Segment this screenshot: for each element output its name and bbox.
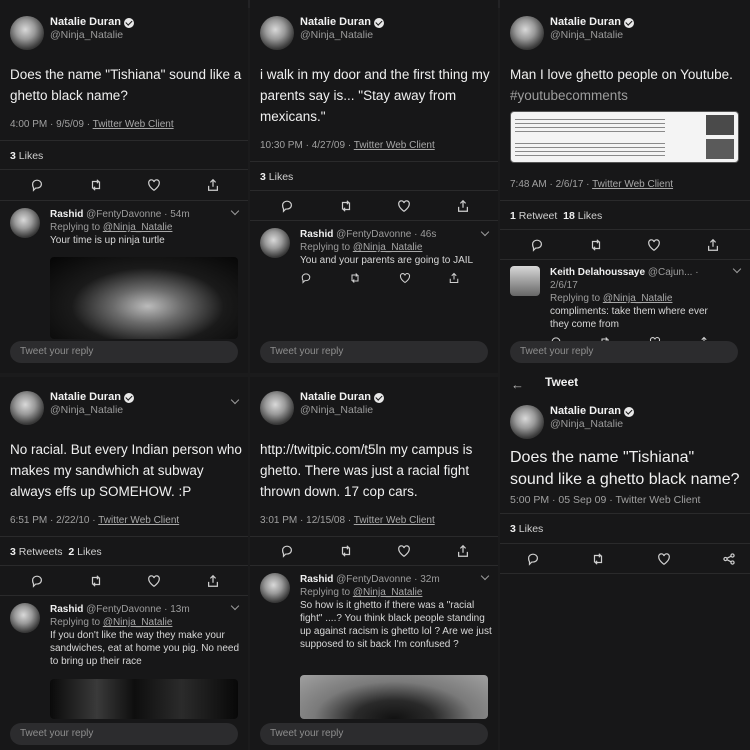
avatar[interactable] <box>10 603 40 633</box>
reply-author[interactable]: Rashid <box>300 229 334 240</box>
share-icon[interactable] <box>456 544 470 558</box>
replying-label: Replying to <box>50 617 103 628</box>
author-handle[interactable]: @Ninja_Natalie <box>300 29 374 41</box>
reply-action-bar <box>300 272 460 284</box>
tweet-time: 5:00 PM · 05 Sep 09 · Twitter Web Client <box>510 494 701 506</box>
action-bar <box>30 178 220 192</box>
avatar[interactable] <box>260 573 290 603</box>
mention-link[interactable]: @Ninja_Natalie <box>352 587 423 598</box>
author-handle[interactable]: @Ninja_Natalie <box>550 418 624 430</box>
author-name[interactable]: Natalie Duran <box>550 16 621 28</box>
divider <box>0 140 248 141</box>
reply-handle: @FentyDavonne · 13m <box>86 604 190 615</box>
tweet-text: No racial. But every Indian person who makes my sandwhich at subway always effs up SOMEHOW. :P <box>10 442 242 499</box>
divider <box>500 513 750 514</box>
replying-label: Replying to <box>300 242 353 253</box>
share-icon[interactable] <box>448 272 460 284</box>
reply-photo[interactable] <box>50 679 238 719</box>
tweet-source-link[interactable]: Twitter Web Client <box>98 515 180 526</box>
mention-link[interactable]: @Ninja_Natalie <box>102 617 173 628</box>
tweet-meta <box>260 515 435 526</box>
reply-text: Your time is up ninja turtle <box>50 235 165 246</box>
reply-handle: @FentyDavonne · 46s <box>336 229 437 240</box>
hashtag-link[interactable]: #youtubecomments <box>510 88 628 103</box>
avatar[interactable] <box>10 208 40 238</box>
like-icon[interactable] <box>399 272 411 284</box>
screenshot-comment-1 <box>515 116 665 132</box>
retweet-icon[interactable] <box>339 199 353 213</box>
reply-icon[interactable] <box>280 544 294 558</box>
retweet-icon[interactable] <box>349 272 361 284</box>
retweet-icon[interactable] <box>89 574 103 588</box>
author-handle[interactable]: @Ninja_Natalie <box>550 29 624 41</box>
verified-icon <box>624 18 634 28</box>
divider <box>0 595 248 596</box>
back-arrow-icon[interactable]: ← <box>511 377 524 392</box>
reply-text: So how is it ghetto if there was a "racial fight" ....? You think black people standing up against racism is ghetto lol ? Are we just supposed to sit back I'm confused ? <box>300 600 492 650</box>
reply-icon[interactable] <box>530 238 544 252</box>
divider <box>0 169 248 170</box>
engagement-counts[interactable]: 1 Retweet 18 Likes <box>510 210 603 222</box>
tweet-time: 10:30 PM · 4/27/09 · <box>260 140 354 151</box>
divider <box>500 259 750 260</box>
reply-icon[interactable] <box>30 574 44 588</box>
reply-icon[interactable] <box>280 199 294 213</box>
reply-photo[interactable] <box>300 675 488 719</box>
tweet-text <box>510 64 742 106</box>
tweet-panel-3 <box>500 0 750 373</box>
retweet-icon[interactable] <box>339 544 353 558</box>
tweet-reply-input[interactable]: Tweet your reply <box>260 341 488 363</box>
author-name[interactable]: Natalie Duran <box>550 405 621 417</box>
tweet-source-link[interactable]: Twitter Web Client <box>592 179 674 190</box>
action-bar <box>30 574 220 588</box>
mention-link[interactable]: @Ninja_Natalie <box>102 222 173 233</box>
tweet-panel-5 <box>250 377 498 750</box>
tweet-meta <box>260 140 435 151</box>
tweet-reply-input[interactable]: Tweet your reply <box>10 341 238 363</box>
reply-icon[interactable] <box>526 552 540 566</box>
divider <box>250 536 498 537</box>
divider <box>500 200 750 201</box>
verified-icon <box>374 393 384 403</box>
reply-text: You and your parents are going to JAIL <box>300 255 474 266</box>
chevron-down-icon[interactable] <box>231 396 239 404</box>
reply-author[interactable]: Rashid <box>50 604 84 615</box>
verified-icon <box>124 18 134 28</box>
replying-label: Replying to <box>50 222 103 233</box>
mention-link[interactable]: @Ninja_Natalie <box>602 293 673 304</box>
share-icon[interactable] <box>206 574 220 588</box>
divider <box>0 200 248 201</box>
screenshot-comment-2 <box>515 140 665 156</box>
likes-count[interactable]: 3 Likes <box>10 150 44 162</box>
embedded-screenshot[interactable] <box>510 111 739 163</box>
like-icon[interactable] <box>657 552 671 566</box>
tweet-header <box>510 16 634 50</box>
divider <box>250 565 498 566</box>
like-icon[interactable] <box>147 178 161 192</box>
tweet-detail-header <box>500 373 750 395</box>
share-icon[interactable] <box>456 199 470 213</box>
author-name[interactable]: Natalie Duran <box>300 16 371 28</box>
reply-icon[interactable] <box>300 272 312 284</box>
tweet-text: Does the name "Tishiana" sound like a ghetto black name? <box>510 449 740 488</box>
author-name[interactable]: Natalie Duran <box>50 16 121 28</box>
like-icon[interactable] <box>397 199 411 213</box>
tweet-source-link[interactable]: Twitter Web Client <box>353 515 435 526</box>
reply-handle: @FentyDavonne · 54m <box>86 209 190 220</box>
reply-author[interactable]: Rashid <box>300 574 334 585</box>
action-bar <box>530 238 720 252</box>
action-bar <box>280 199 470 213</box>
avatar[interactable] <box>510 405 544 439</box>
screenshot-thumb-1 <box>706 115 734 135</box>
author-name[interactable]: Natalie Duran <box>300 391 371 403</box>
author-handle[interactable]: @Ninja_Natalie <box>300 404 374 416</box>
divider <box>500 543 750 544</box>
author-name[interactable]: Natalie Duran <box>50 391 121 403</box>
tweet-text: Does the name "Tishiana" sound like a ghetto black name? <box>10 67 242 103</box>
tweet-header <box>510 405 634 439</box>
tweet-text: http://twitpic.com/t5ln my campus is ghetto. There was just a racial fight thrown down. 17 cop cars. <box>260 442 473 499</box>
like-icon[interactable] <box>647 238 661 252</box>
verified-icon <box>374 18 384 28</box>
avatar[interactable] <box>260 391 294 425</box>
avatar[interactable] <box>510 16 544 50</box>
share-icon[interactable] <box>206 178 220 192</box>
avatar[interactable] <box>10 16 44 50</box>
tweet-header <box>260 391 384 425</box>
author-handle[interactable]: @Ninja_Natalie <box>50 404 124 416</box>
engagement-counts[interactable]: 3 Retweets 2 Likes <box>10 546 102 558</box>
tweet-header <box>10 16 134 50</box>
reply-author[interactable]: Keith Delahoussaye <box>550 267 646 278</box>
tweet-header <box>10 391 134 425</box>
avatar[interactable] <box>260 16 294 50</box>
mention-link[interactable]: @Ninja_Natalie <box>352 242 423 253</box>
tweet-text: i walk in my door and the first thing my parents say is... "Stay away from mexicans." <box>260 67 490 124</box>
tweet-meta <box>10 515 179 526</box>
retweet-icon[interactable] <box>591 552 605 566</box>
reply-handle: @Cajun... · 2/6/17 <box>550 267 699 291</box>
divider <box>250 220 498 221</box>
tweet-panel-2 <box>250 0 498 373</box>
divider <box>250 161 498 162</box>
avatar[interactable] <box>260 228 290 258</box>
share-icon[interactable] <box>706 238 720 252</box>
screenshot-thumb-2 <box>706 139 734 159</box>
divider <box>0 536 248 537</box>
tweet-time: 6:51 PM · 2/22/10 · <box>10 515 99 526</box>
tweet-source-link[interactable]: Twitter Web Client <box>353 140 435 151</box>
action-bar <box>526 552 736 566</box>
author-handle[interactable]: @Ninja_Natalie <box>50 29 124 41</box>
tweet-panel-1 <box>0 0 248 373</box>
tweet-time: 7:48 AM · 2/6/17 · <box>510 179 593 190</box>
tweet-detail-panel <box>500 395 750 750</box>
page-title: Tweet <box>545 375 579 389</box>
tweet-meta <box>510 179 673 190</box>
replying-label: Replying to <box>550 293 603 304</box>
replying-label: Replying to <box>300 587 353 598</box>
tweet-header <box>260 16 384 50</box>
tweet-source-link[interactable]: Twitter Web Client <box>92 119 174 130</box>
chevron-down-icon[interactable] <box>733 265 741 273</box>
verified-icon <box>624 407 634 417</box>
retweet-icon[interactable] <box>589 238 603 252</box>
tweet-reply-input[interactable]: Tweet your reply <box>260 723 488 745</box>
likes-count[interactable]: 3 Likes <box>510 523 544 535</box>
tweet-reply-input[interactable]: Tweet your reply <box>510 341 738 363</box>
tweet-text-main: Man I love ghetto people on Youtube. <box>510 67 733 82</box>
action-bar <box>280 544 470 558</box>
share-icon[interactable] <box>722 552 736 566</box>
reply-author[interactable]: Rashid <box>50 209 84 220</box>
divider <box>250 190 498 191</box>
reply-handle: @FentyDavonne · 32m <box>336 574 440 585</box>
likes-count[interactable]: 3 Likes <box>260 171 294 183</box>
tweet-time: 4:00 PM · 9/5/09 · <box>10 119 93 130</box>
divider <box>500 229 750 230</box>
avatar[interactable] <box>10 391 44 425</box>
divider <box>0 565 248 566</box>
reply-icon[interactable] <box>30 178 44 192</box>
tweet-reply-input[interactable]: Tweet your reply <box>10 723 238 745</box>
tweet-panel-4 <box>0 377 248 750</box>
like-icon[interactable] <box>397 544 411 558</box>
reply-text: If you don't like the way they make your sandwiches, eat at home you pig. No need to bring up their race <box>50 630 240 667</box>
reply-photo[interactable] <box>50 257 238 339</box>
divider <box>500 573 750 574</box>
retweet-icon[interactable] <box>89 178 103 192</box>
reply-text: compliments: take them where ever they come from <box>550 306 708 330</box>
avatar[interactable] <box>510 266 540 296</box>
tweet-meta <box>10 119 174 130</box>
like-icon[interactable] <box>147 574 161 588</box>
verified-icon <box>124 393 134 403</box>
tweet-time: 3:01 PM · 12/15/08 · <box>260 515 354 526</box>
